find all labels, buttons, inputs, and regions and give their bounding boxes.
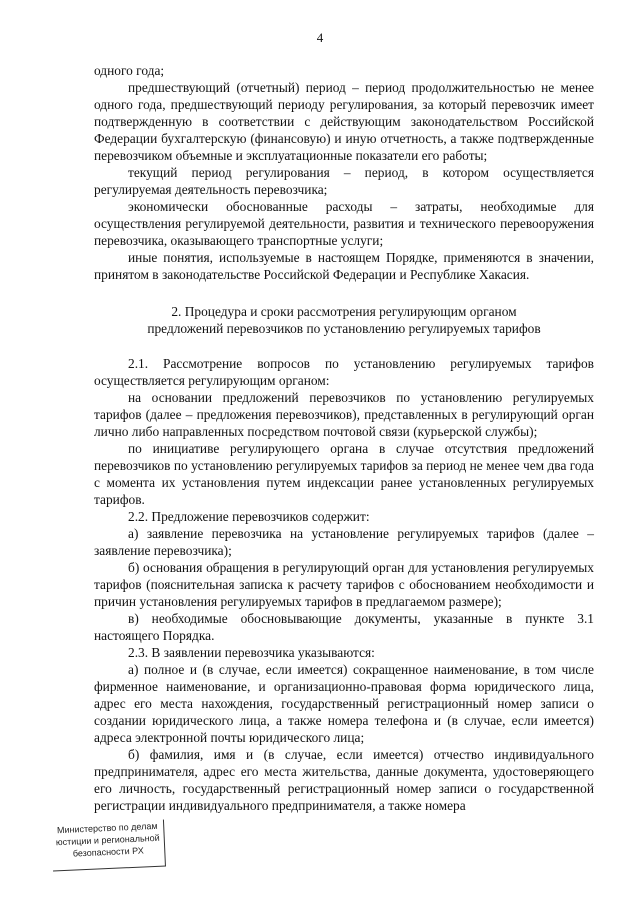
paragraph: по инициативе регулирующего органа в случае отсутствия предложений перевозчиков по установлению регулируемых тарифов за период не менее чем два года с момента их установления путем индексации ранее установленных регулируемых тарифов. <box>94 441 594 507</box>
paragraph: предшествующий (отчетный) период – период продолжительностью не менее одного года, предшествующий периоду регулирования, за который перевозчик имеет подтвержденную в соответствии с действующим законодательством Российской Федерации бухгалтерскую (финансовую) и иную отчетность, а также подтвержденные перевозчиком объемные и эксплуатационные показатели его работы; <box>94 80 594 163</box>
paragraph: 2.1. Рассмотрение вопросов по установлению регулируемых тарифов осуществляется регулирующим органом: <box>94 356 594 388</box>
registration-stamp <box>51 820 166 872</box>
section-heading-line2: предложений перевозчиков по установлению регулируемых тарифов <box>147 321 541 336</box>
document-body <box>94 62 594 814</box>
stamp-line3: безопасности РХ <box>72 845 144 859</box>
paragraph: одного года; <box>94 63 165 78</box>
paragraph: экономически обоснованные расходы – затраты, необходимые для осуществления регулируемой деятельности, развития и технического перевооружения перевозчика, оказывающего транспортные услуги; <box>94 199 594 248</box>
paragraph: а) полное и (в случае, если имеется) сокращенное наименование, в том числе фирменное наименование, и организационно-правовая форма юридического лица, адрес его места нахождения, государственный регистрационный номер записи о создании юридического лица, а также номера телефона и (в случае, если имеется) адреса электронной почты юридического лица; <box>94 662 594 745</box>
stamp-line1: Министерство по делам <box>56 820 158 836</box>
paragraph: текущий период регулирования – период, в котором осуществляется регулируемая деятельность перевозчика; <box>94 165 594 197</box>
paragraph: б) фамилия, имя и (в случае, если имеется) отчество индивидуального предпринимателя, адрес его места жительства, данные документа, удостоверяющего его личность, государственный регистрационный номер записи о государственной регистрации индивидуального предпринимателя, а также номера <box>94 747 594 813</box>
paragraph: иные понятия, используемые в настоящем Порядке, применяются в значении, принятом в законодательстве Российской Федерации и Республике Хакасия. <box>94 250 594 282</box>
paragraph: 2.3. В заявлении перевозчика указываются: <box>128 645 375 660</box>
paragraph: а) заявление перевозчика на установление регулируемых тарифов (далее – заявление перевозчика); <box>94 526 594 558</box>
page-number: 4 <box>316 30 324 45</box>
section-heading <box>94 303 594 337</box>
paragraph: в) необходимые обосновывающие документы, указанные в пункте 3.1 настоящего Порядка. <box>94 611 594 643</box>
paragraph: на основании предложений перевозчиков по установлению регулируемых тарифов (далее – предложения перевозчиков), представленных в регулирующий орган лично либо направленных посредством почтовой связи (курьерской службы); <box>94 390 594 439</box>
section-heading-line1: 2. Процедура и сроки рассмотрения регулирующим органом <box>171 304 517 319</box>
stamp-line2: юстиции и региональной <box>55 832 160 848</box>
paragraph: б) основания обращения в регулирующий орган для установления регулируемых тарифов (пояснительная записка к расчету тарифов с обоснованием необходимости и причин установления регулируемых тарифов в предлагаемом размере); <box>94 560 594 609</box>
paragraph: 2.2. Предложение перевозчиков содержит: <box>128 509 370 524</box>
